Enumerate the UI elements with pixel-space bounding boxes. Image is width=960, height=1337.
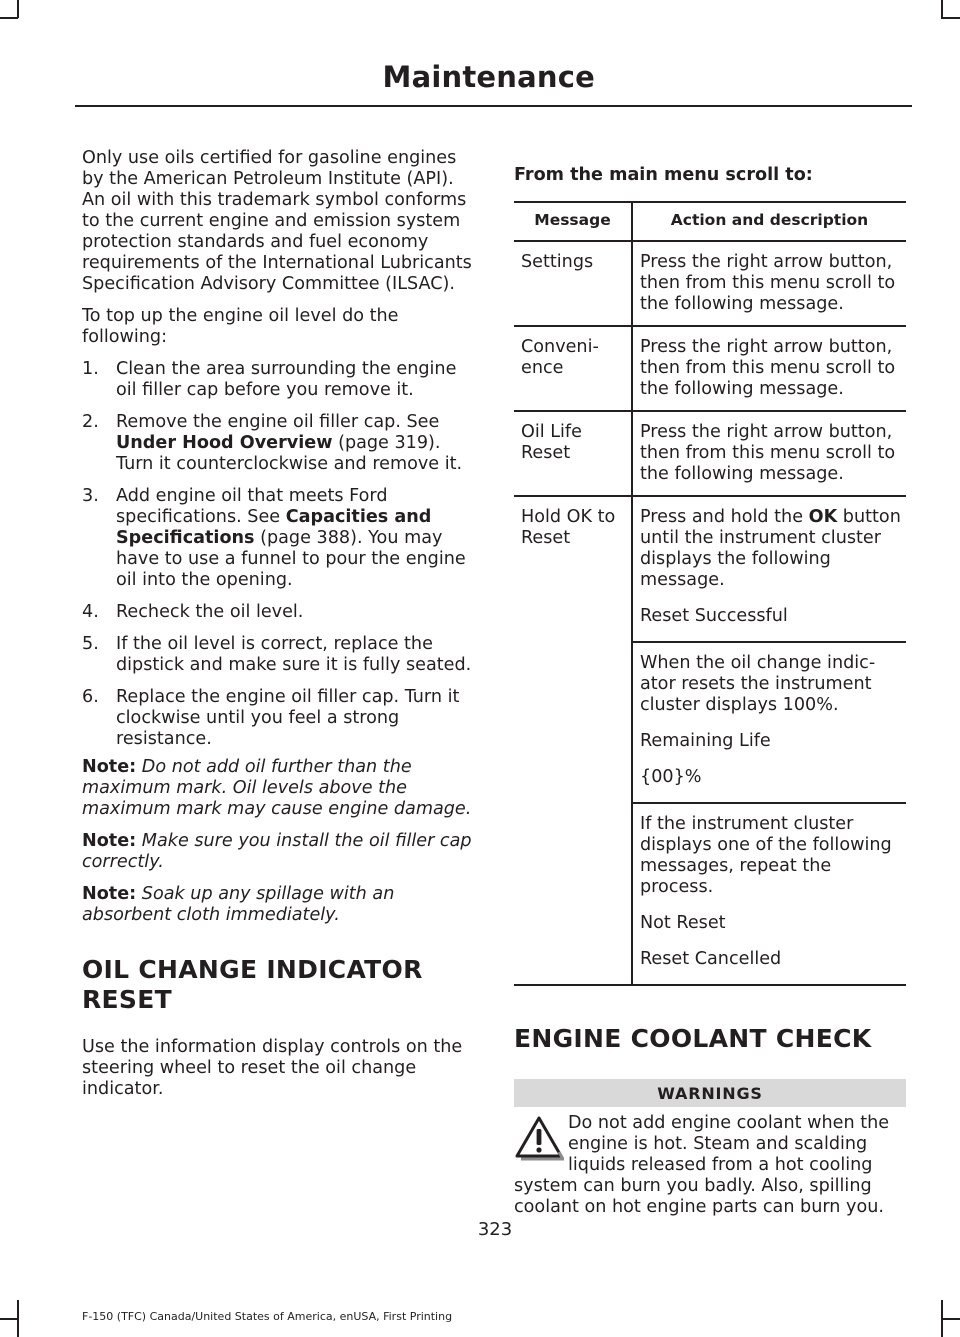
topup-paragraph: To top up the engine oil level do the following: <box>82 306 399 347</box>
step-number: 6. <box>82 687 99 707</box>
note <box>82 757 476 820</box>
table-row <box>514 411 906 496</box>
note-text: Make sure you install the oil filler cap correctly. <box>82 831 472 872</box>
section-heading <box>82 955 476 1015</box>
column-header: Message <box>514 202 632 241</box>
lead-text: From the main menu scroll to: <box>514 165 813 185</box>
list-item <box>82 412 476 475</box>
crop-mark <box>0 1318 18 1320</box>
message-cell: Oil Life Reset <box>514 411 632 496</box>
warnings-bar: WARNINGS <box>514 1079 906 1107</box>
action-cell <box>632 496 906 642</box>
ok-button-label: OK <box>808 507 838 527</box>
step-number: 1. <box>82 359 99 379</box>
action-cell: Press the right arrow button, then from this menu scroll to the following message. <box>632 241 906 326</box>
step-text: Add engine oil that meets Ford specifications. See <box>116 486 388 527</box>
step-text: (page 319). Turn it counterclockwise and remove it. <box>116 433 463 474</box>
note-label: Note: <box>82 831 137 851</box>
reset-intro-paragraph: Use the information display controls on the steering wheel to reset the oil change indicator. <box>82 1037 463 1099</box>
display-message: Remaining Life <box>640 731 771 751</box>
list-item <box>82 687 476 750</box>
action-text-part: Press and hold the <box>640 507 809 527</box>
section-heading-line: OIL CHANGE INDICATOR <box>82 955 423 984</box>
note <box>82 884 476 926</box>
action-text <box>640 507 902 591</box>
message-cell: Conveni-ence <box>514 326 632 411</box>
crop-mark <box>941 1318 960 1320</box>
crop-mark <box>17 0 19 18</box>
right-column <box>514 165 906 1218</box>
message-cell: Settings <box>514 241 632 326</box>
cross-reference-link[interactable]: Under Hood Overview <box>116 433 333 453</box>
note-label: Note: <box>82 757 137 777</box>
action-cell: Press the right arrow button, then from this menu scroll to the following message. <box>632 326 906 411</box>
menu-table <box>514 201 906 986</box>
note-label: Note: <box>82 884 137 904</box>
header-rule <box>75 105 912 107</box>
step-text: (page 388). You may have to use a funnel to pour the engine oil into the opening. <box>116 528 466 590</box>
note <box>82 831 476 873</box>
list-item <box>82 634 476 676</box>
section-heading: ENGINE COOLANT CHECK <box>514 1024 872 1053</box>
display-message: Reset Successful <box>640 606 788 626</box>
table-header-row <box>514 202 906 241</box>
left-column <box>82 148 476 1111</box>
step-number: 3. <box>82 486 99 506</box>
action-text: If the instrument cluster displays one of the following messages, repeat the process. <box>640 814 892 897</box>
table-row <box>514 496 906 642</box>
footer: F-150 (TFC) Canada/United States of America, enUSA, First Printing <box>82 1310 453 1323</box>
display-message: {00}% <box>640 767 702 787</box>
intro-paragraph: Only use oils certified for gasoline engines by the American Petroleum Institute (API). An oil with this trademark symbol conforms to the current engine and emission system protection standards and fuel economy requirements of the International Lubricants Specification Advisory Committee (ILSAC). <box>82 148 472 294</box>
table-row <box>514 241 906 326</box>
action-cell: Press the right arrow button, then from this menu scroll to the following message. <box>632 411 906 496</box>
column-header: Action and description <box>632 202 906 241</box>
action-text: When the oil change indic-ator resets the instrument cluster displays 100%. <box>640 653 876 715</box>
steps-list <box>82 359 476 750</box>
action-text-part: button until the instrument cluster displays the following message. <box>640 507 901 590</box>
table-row <box>514 326 906 411</box>
crop-mark <box>941 17 960 19</box>
crop-mark <box>941 0 943 18</box>
step-number: 4. <box>82 602 99 622</box>
note-text: Do not add oil further than the maximum mark. Oil levels above the maximum mark may cause engine damage. <box>82 757 472 819</box>
page-number: 323 <box>477 1219 513 1240</box>
step-text: Replace the engine oil filler cap. Turn it clockwise until you feel a strong resistance. <box>116 687 460 749</box>
cross-reference-link[interactable]: Capacities and Specifications <box>116 507 432 548</box>
list-item <box>82 602 476 623</box>
step-text: Clean the area surrounding the engine oil filler cap before you remove it. <box>116 359 457 400</box>
crop-mark <box>0 17 18 19</box>
warning-text: Do not add engine coolant when the engine is hot. Steam and scalding liquids released from a hot cooling system can burn you badly. Also, spilling coolant on hot engine parts can burn you. <box>514 1113 890 1217</box>
section-heading-line: RESET <box>82 985 172 1014</box>
list-item <box>82 486 476 591</box>
list-item <box>82 359 476 401</box>
step-number: 2. <box>82 412 99 432</box>
display-message: Reset Cancelled <box>640 949 782 969</box>
step-text: Remove the engine oil filler cap. See <box>116 412 440 432</box>
display-message: Not Reset <box>640 913 726 933</box>
step-number: 5. <box>82 634 99 654</box>
step-text: If the oil level is correct, replace the dipstick and make sure it is fully seated. <box>116 634 472 675</box>
page-title: Maintenance <box>382 60 595 94</box>
note-text: Soak up any spillage with an absorbent cloth immediately. <box>82 884 395 925</box>
action-cell <box>632 642 906 803</box>
warning-block <box>514 1113 906 1218</box>
step-text: Recheck the oil level. <box>116 602 304 622</box>
warning-triangle-icon <box>514 1115 564 1161</box>
action-cell <box>632 803 906 985</box>
message-cell: Hold OK to Reset <box>514 496 632 985</box>
